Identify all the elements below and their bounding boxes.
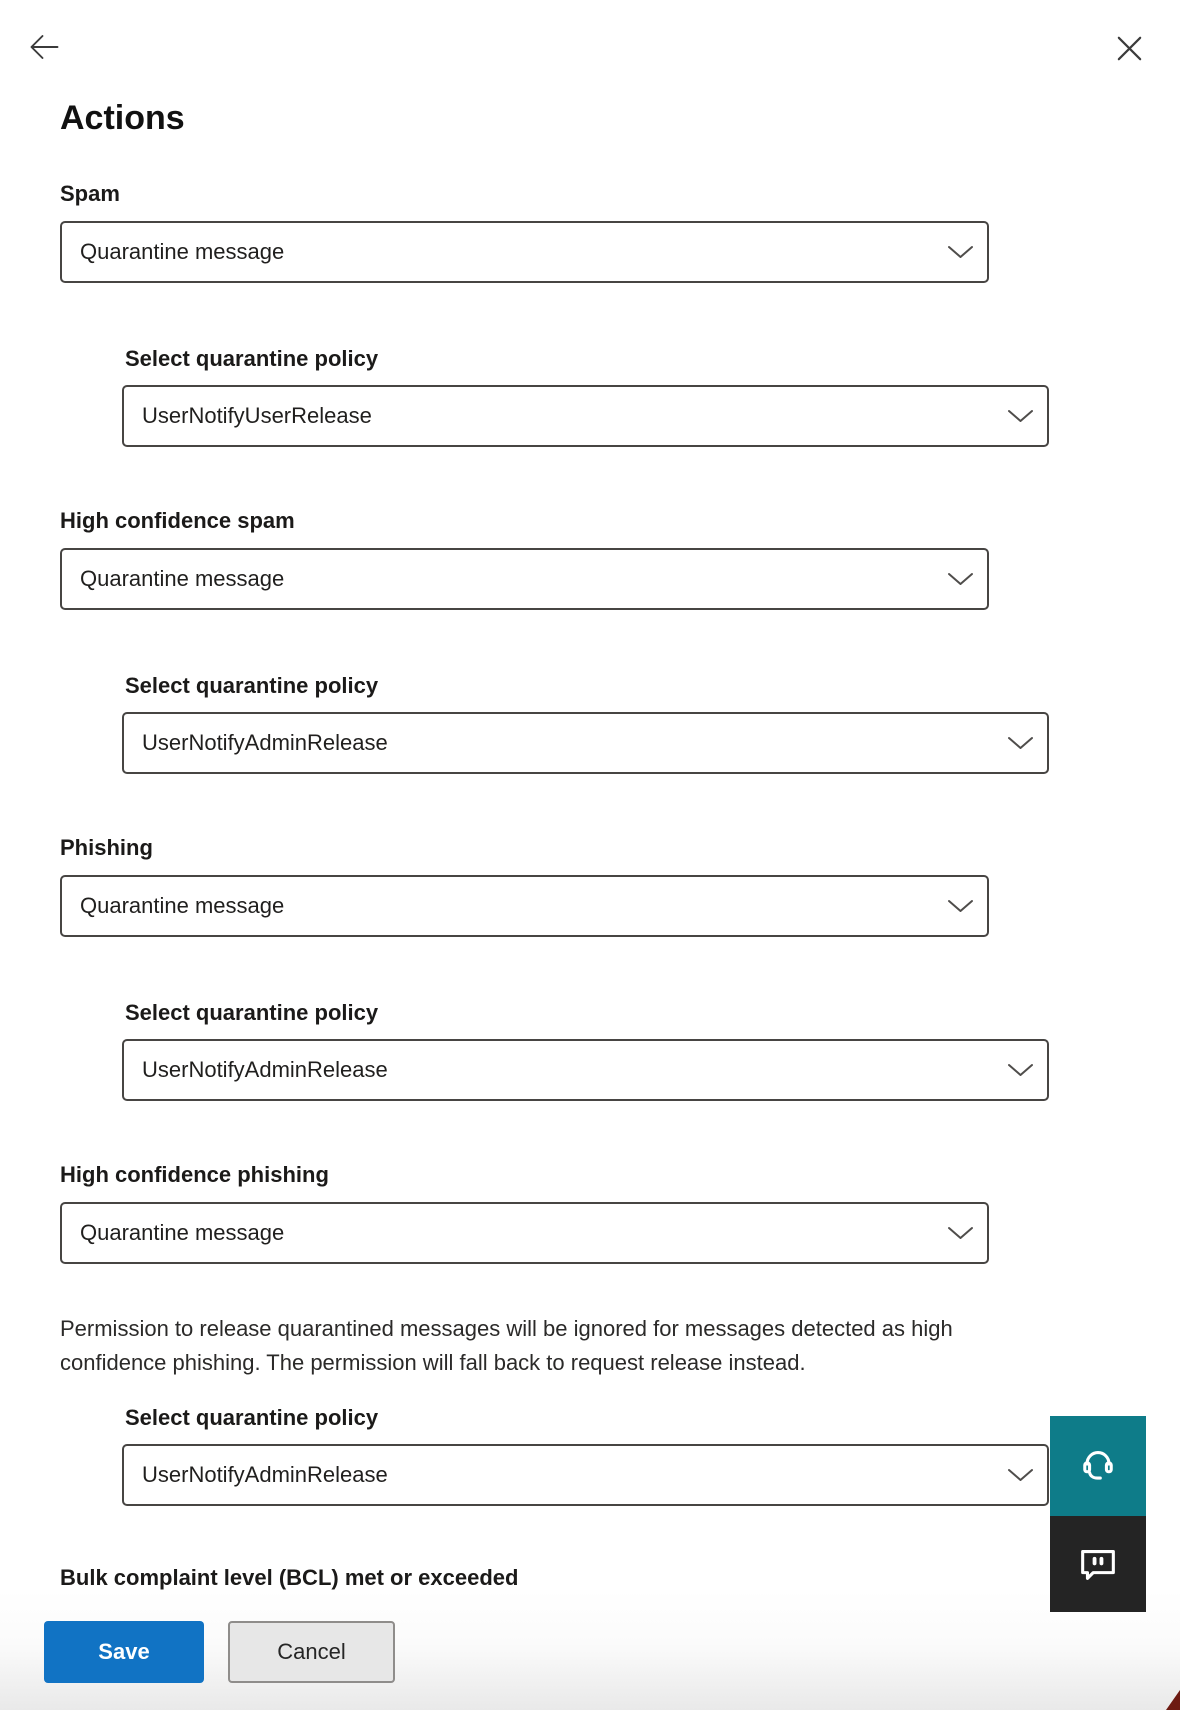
footer-bar [0, 1590, 1180, 1710]
cancel-button[interactable]: Cancel [228, 1621, 395, 1683]
high-confidence-spam-policy-dropdown[interactable] [122, 712, 1049, 774]
phishing-policy-value: UserNotifyAdminRelease [142, 1057, 388, 1082]
close-button[interactable] [1112, 31, 1146, 65]
chevron-down-icon [1007, 736, 1034, 750]
spam-action-value: Quarantine message [80, 239, 285, 264]
high-confidence-spam-action-value: Quarantine message [80, 566, 285, 591]
phishing-policy-label: Select quarantine policy [125, 1000, 379, 1025]
save-button[interactable]: Save [44, 1621, 204, 1683]
section-label-high-confidence-phishing: High confidence phishing [60, 1162, 329, 1187]
chevron-down-icon [947, 572, 974, 586]
section-label-spam: Spam [60, 181, 120, 206]
spam-policy-value: UserNotifyUserRelease [142, 403, 372, 428]
headset-icon [1075, 1443, 1121, 1489]
high-confidence-phishing-action-value: Quarantine message [80, 1220, 285, 1245]
spam-policy-dropdown[interactable] [122, 385, 1049, 447]
high-confidence-spam-policy-value: UserNotifyAdminRelease [142, 730, 388, 755]
chat-bubble-icon [1075, 1541, 1121, 1587]
high-confidence-phishing-note: Permission to release quarantined messages will be ignored for messages detected as high confidence phishing. The permission will fall back to request release instead. [60, 1316, 953, 1375]
phishing-policy-dropdown[interactable] [122, 1039, 1049, 1101]
arrow-left-icon [28, 31, 60, 63]
chevron-down-icon [947, 245, 974, 259]
high-confidence-phishing-policy-dropdown[interactable] [122, 1444, 1049, 1506]
high-confidence-phishing-policy-label: Select quarantine policy [125, 1405, 379, 1430]
chevron-down-icon [1007, 1468, 1034, 1482]
high-confidence-spam-policy-label: Select quarantine policy [125, 673, 379, 698]
section-label-phishing: Phishing [60, 835, 153, 860]
phishing-action-value: Quarantine message [80, 893, 285, 918]
spam-policy-label: Select quarantine policy [125, 346, 379, 371]
feedback-button[interactable] [1050, 1516, 1146, 1612]
high-confidence-phishing-action-dropdown[interactable] [60, 1202, 989, 1264]
close-icon [1116, 35, 1143, 62]
corner-artifact [1166, 1690, 1180, 1710]
spam-action-dropdown[interactable] [60, 221, 989, 283]
help-button[interactable] [1050, 1416, 1146, 1516]
chevron-down-icon [1007, 409, 1034, 423]
high-confidence-phishing-policy-value: UserNotifyAdminRelease [142, 1462, 388, 1487]
high-confidence-spam-action-dropdown[interactable] [60, 548, 989, 610]
chevron-down-icon [947, 1226, 974, 1240]
section-label-bulk-complaint-level: Bulk complaint level (BCL) met or exceeded [60, 1565, 519, 1590]
section-label-high-confidence-spam: High confidence spam [60, 508, 295, 533]
back-button[interactable] [26, 29, 62, 65]
chevron-down-icon [1007, 1063, 1034, 1077]
chevron-down-icon [947, 899, 974, 913]
page-title: Actions [60, 99, 185, 137]
phishing-action-dropdown[interactable] [60, 875, 989, 937]
